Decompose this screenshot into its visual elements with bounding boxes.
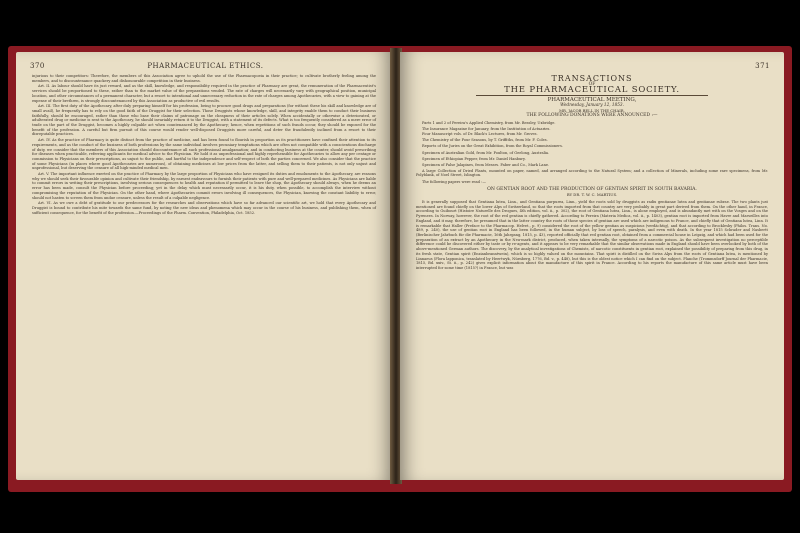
donation-item: Parts 1 and 2 of Pereira's Applied Chemistry, from Mr. Bessley, Uxbridge. (422, 120, 556, 125)
left-page-number: 370 (30, 62, 45, 70)
papers-read-line: The following papers were read :— (422, 179, 486, 184)
donation-item: The Chemistry of the Four Seasons, by T. Griffiths, from Mr. F. Coles. (422, 138, 548, 143)
article-title: ON GENTIAN ROOT AND THE PRODUCTION OF GENTIAN SPIRIT IN SOUTH BAVARIA. (487, 186, 697, 192)
chair-line: MR. JACOB BELL IN THE CHAIR. (559, 107, 625, 113)
paragraph: Art. II. As labour should have its just reward, and as the skill, knowledge, and responsibility required in the practice of Pharmacy are great, the remuneration of the Pharmaceutist's services should be proportioned to these, rather than to the market value of the preparations vended. The rate of charges will necessarily vary with geographical position, municipal location, and other circumstances of a permanent character, but a resort to intentional and unnecessary reduction in the rate of charges among Apothecaries, with a view to gaining at the expense of their brethren, is strongly discountenanced by this Association as productive of evil results. (32, 84, 376, 103)
left-running-head: PHARMACEUTICAL ETHICS. (147, 62, 264, 70)
paragraph: Art. IV. As the practice of Pharmacy is quite distinct from the practice of medicine, and has been found to flourish in proportion as its practitioners have confined their attention to its requirements, and as the conduct of the business of both professions by the same individual involves pecuniary temptations which are often not compatible with a conscientious discharge of duty, we consider that the members of this Association should discountenance all such professional amalgamation; and in conducting business at the counter, should avoid prescribing for diseases when practicable, referring applicants for medical advice to the Physician. We hold it as unprofessional and highly reprehensible for Apothecaries to allow any per centage or commission to Physicians on their prescriptions, as unjust to the public, and hurtful to the independence and self-respect of both the parties concerned. We also consider that the practice of some Physicians (in places where good Apothecaries are numerous), of obtaining medicines at low prices from the latter, and selling them to their patients, is not only unjust and unprofessional, but deserving the censure of all high-minded medical men. (32, 138, 376, 171)
transactions-title: TRANSACTIONS (551, 74, 633, 83)
left-running-header (30, 62, 378, 70)
title-of: OF (588, 81, 596, 87)
right-running-header (414, 62, 770, 70)
right-page (400, 52, 784, 480)
title-rule (476, 95, 708, 96)
open-book (8, 40, 792, 490)
left-page (16, 52, 392, 480)
donations-heading: THE FOLLOWING DONATIONS WERE ANNOUNCED :— (526, 113, 658, 119)
right-page-number: 371 (755, 62, 770, 70)
left-page-body (32, 74, 376, 472)
article-byline: BY DR. T. W. C. MARTIUS. (566, 192, 618, 198)
paragraph: injurious to their competitors: Therefore, the members of this Association agree to uphold the use of the Pharmacopoeia in their practice; to cultivate brotherly feeling among the members, and to discountenance quackery and dishonourable competition in their business. (32, 74, 376, 83)
meeting-date: Wednesday, January 12, 1853. (560, 101, 624, 107)
paragraph: Art. VI. As we owe a debt of gratitude to our predecessors for the researches and observations which have so far advanced our scientific art, we hold that every Apothecary and Druggist is bound to contribute his mite towards the same fund, by noting the new ideas and phenomena which may occur in the course of his business, and publishing them, when of sufficient consequence, for the benefit of the profession.—Proceedings of the Pharm. Convention, Philadelphia, Oct. 1852. (32, 201, 376, 215)
paragraph: Art. V. The important influence exerted on the practice of Pharmacy by the large proportion of Physicians who have resigned its duties and emoluments to the Apothecary, are reasons why we should seek their favourable opinion and cultivate their friendship, by earnest endeavours to furnish their patients with pure and well-prepared medicines. As Physicians are liable to commit errors in writing their prescriptions, involving serious consequences to health and reputation if permitted to leave the shop, the Apothecary should always, when he deems an error has been made, consult the Physician before proceeding; yet in the delay which must necessarily occur, it is his duty, when possible, to accomplish the interview without compromising the reputation of the Physician. On the other hand, where Apothecaries commit errors involving ill consequences, the Physician, knowing the constant liability to error, should not hasten to screen them from undue censure, unless the result of a culpable negligence. (32, 172, 376, 200)
meeting-title: PHARMACEUTICAL MEETING, (547, 97, 637, 104)
specimen-item: Specimen of False Jalapines, from Messrs. Faber and Co., Mark Lane. (422, 162, 550, 167)
donation-item: The Insurance Magazine for January, from the Institution of Actuaries. (422, 126, 551, 131)
society-title: THE PHARMACEUTICAL SOCIETY. (504, 85, 680, 96)
specimen-item: A large Collection of Dried Plants, mounted on paper, named, and arranged according to the Natural System; and a collection of Minerals, including some rare specimens, from Mr. Polyblank, of Noel Street, Islington. (416, 168, 768, 178)
article-text: It is generally supposed that Gentiana lutea, Linn., and Gentiana purpurea, Linn., yield the roots sold by druggists as radix gentianae lutea and gentianae rubrae. The two plants just mentioned are found chiefly on the lower Alps of Switzerland, so that the roots imported from that country are very probably in great part derived from them. On the other hand, in France, according to Guibourt (Histoire Naturelle des Drogues, 4th edition, vol. ii., p. 302), the root of Gentiana lutea, Linn., is alone employed, and is abundantly met with on the Vosges and on the Pyrenees. In Norway, however, the root of the red gentian is chiefly gathered. According to Pereira (Materia Medica, vol. ii., p. 1403), gentian root is imported from Havre and Marseilles into England, and it may, therefore, be presumed that in the latter country the roots of those species of gentian are used which are indigenous to France, and chiefly that of Gentiana lutea, Linn. It is remarkable that Haller (Preface to the Pharmacop. Helvet., p. 9) considered the root of the yellow gentian as suspicious (verdächtig), and that according to Brocklesby (Philos. Trans. No. 489, p. 240), the use of gentian root in England has been followed, in the human subject, by loss of speech, paralysis, and even with death. In the year 1815 Schrader and Nasbertt (Berlinischer Jahrbuch für die Pharmacie, 16th Jahrgang, 1815, p. 43), reported officially that red gentian root, obtained from a commercial house in Leipzig, and which had been used for the preparation of an extract by an Apothecary in the Neu-mark district, produced, when taken internally, the symptoms of a narcotic poison. As the subsequent investigation no perceptible difference could be discovered either by taste or by re-agents, and it appears to be very remarkable that the similar observations made in England should have been overlooked by both of the above-mentioned German authors. The discovery, by the analytical investigations of Chemists, of narcotic constituents in gentian root, explained the possibility of preparing from this drug, in its fresh state, Gentian spirit (Enzianbranntwein), which is so highly valued on the mountains. That spirit is distilled on the Swiss Alps from the roots of Gentiana lutea, is mentioned by Linnaeus (Flora lapponica, translated by Heertwyk, Nürnberg, 1776, Bd. v., p. 448), but this is the oldest notice which I can find on the subject. Planche (Trommsdorff Journal der Pharmacie, 1815, Bd. xxiv., St. ii., p. 242) gives explicit information about the manufacture of this spirit in France. According to his reports the manufacture of this same article must have been interrupted for some time (1815?) in France, but was (416, 200, 768, 270)
right-page-body (416, 74, 768, 472)
paragraph: Art. III. The first duty of the Apothecary, after duly preparing himself for his profession, being to procure good drugs and preparations (for without these his skill and knowledge are of small avail), he frequently has to rely on the good faith of the Druggist for their selection. Those Druggists whose knowledge, skill, and integrity enable them to conduct their business faithfully, should be encouraged, rather than those who base their claims of patronage on the cheapness of their articles solely. When accidentally or otherwise a deteriorated, or adulterated drug or medicine is sent to the Apothecary, he should invariably return it to the Druggist, with a statement of its defects. What is too frequently considered as a mere error of trade on the part of the Druggist, becomes a highly culpable act when countenanced by the Apothecary; hence, when repetitions of such frauds occur, they should be exposed for the benefit of the profession. A careful but firm pursuit of this course would render well-disposed Druggists more careful, and deter the fraudulently inclined from a resort to their disreputable practices. (32, 104, 376, 137)
specimen-item: Specimen of Ethiopian Pepper, from Mr. Daniel Hanbury. (422, 157, 526, 162)
donation-item: Reports of the Juries on the Great Exhibition, from the Royal Commissioners. (422, 143, 564, 148)
donation-item: Four Manuscript vols. of Dr. Black's Lectures, from Mr. Groves. (422, 132, 538, 137)
specimen-item: Specimen of Australian Gold, from Mr. Poulton, of Geelong, Australia. (422, 151, 550, 156)
